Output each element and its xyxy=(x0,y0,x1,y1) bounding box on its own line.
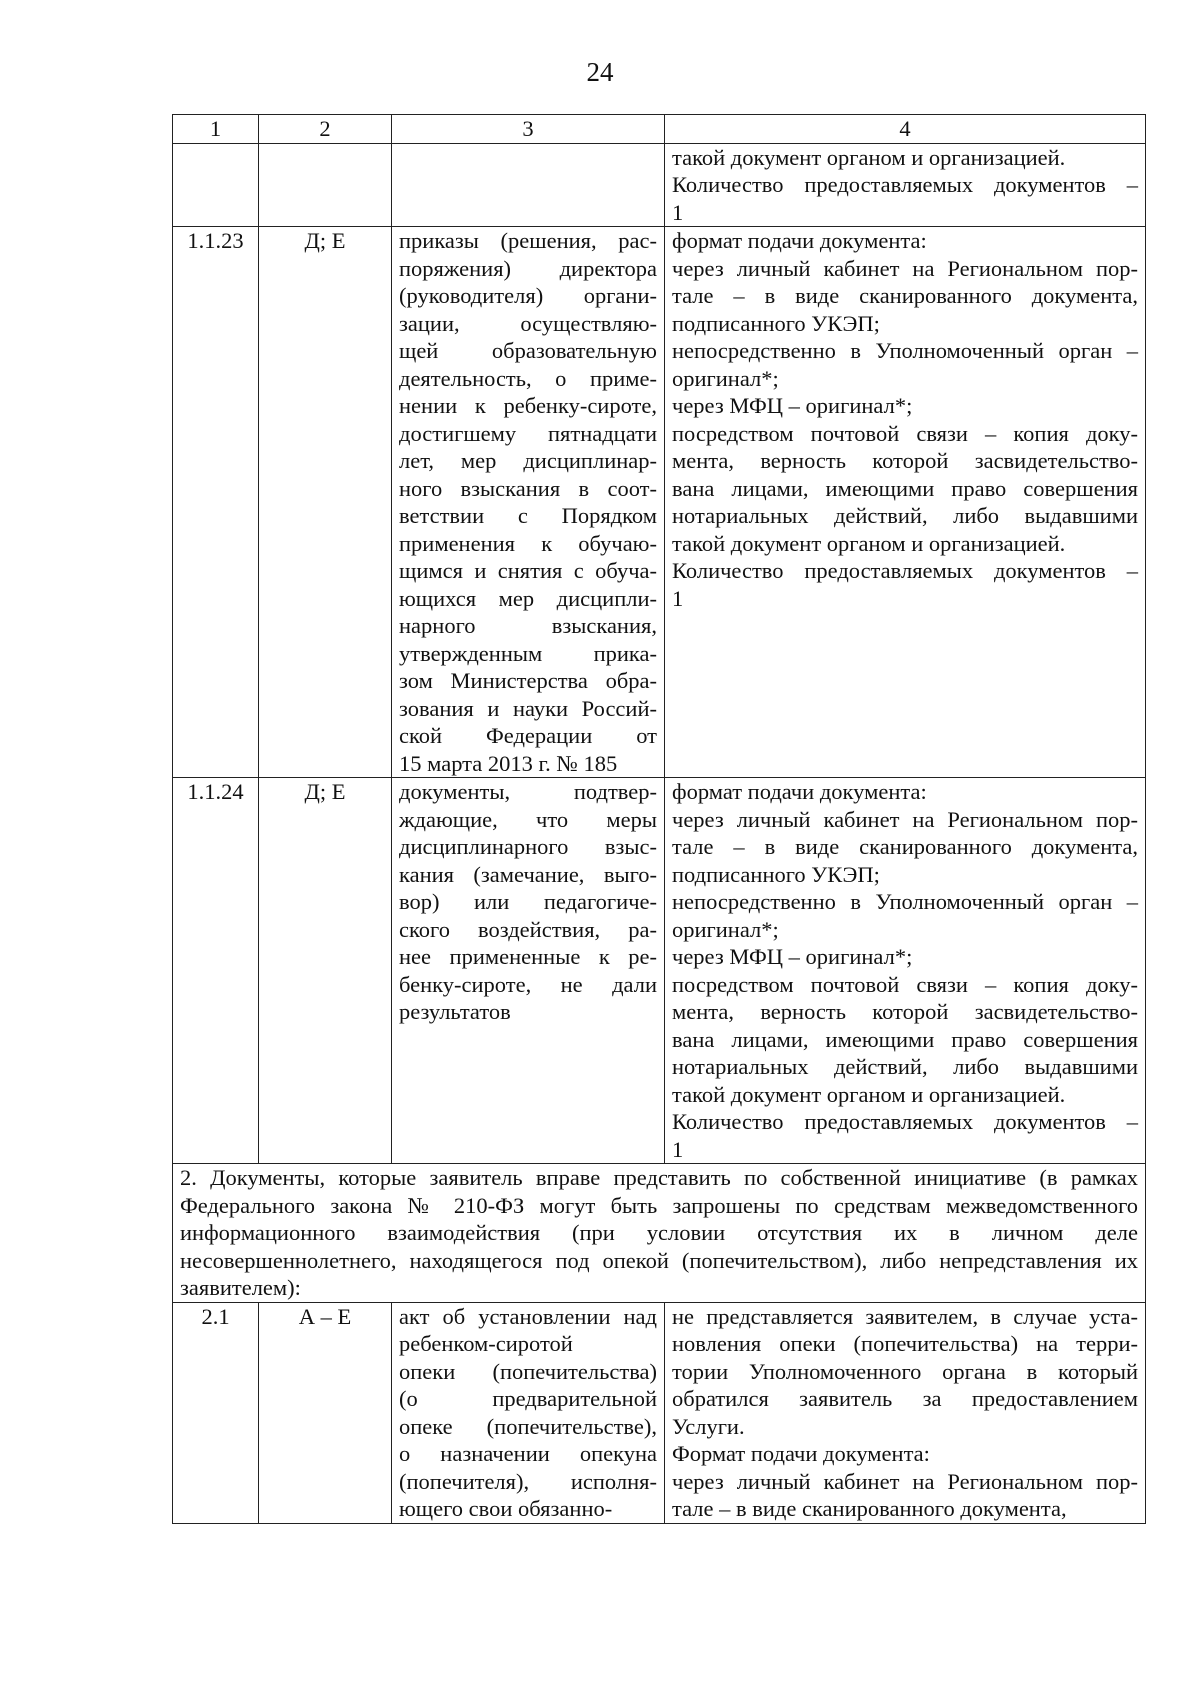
text-line: Количество предоставляемых документов – xyxy=(672,1109,1138,1134)
text-line: ветствии с Порядком xyxy=(399,503,657,528)
applicant-group-cell xyxy=(259,143,392,227)
row-number-cell xyxy=(173,143,259,227)
text-line: Количество предоставляемых документов – xyxy=(672,558,1138,583)
text-line: зации, осуществляю- xyxy=(399,310,657,336)
text-line: утвержденным прика- xyxy=(399,640,657,666)
text-line: оригинал*; xyxy=(672,365,779,391)
document-name-cell xyxy=(392,778,665,1164)
text-line: лет, мер дисциплинар- xyxy=(399,448,657,473)
header-cell: 3 xyxy=(392,115,665,144)
text-line: ждающие, что меры xyxy=(399,806,657,832)
text-line: (руководителя) органи- xyxy=(399,283,657,308)
row-number-cell: 2.1 xyxy=(173,1302,259,1523)
text-line: ской Федерации от xyxy=(399,723,657,748)
text-line: подписанного УКЭП; xyxy=(672,310,880,336)
text-line: опеки (попечительства) xyxy=(399,1358,657,1384)
submission-format-cell xyxy=(665,227,1146,778)
text-line: вана лицами, имеющими право совершения xyxy=(672,475,1138,501)
text-line: ребенком-сиротой xyxy=(399,1331,573,1356)
text-line: 1 xyxy=(672,199,684,225)
text-line: зом Министерства обра- xyxy=(399,668,657,693)
text-line: тории Уполномоченного органа в который xyxy=(672,1358,1138,1384)
table-row xyxy=(173,778,1146,1164)
text-line: такой документ органом и организацией. xyxy=(672,144,1066,170)
text-line: тале – в виде сканированного документа, xyxy=(672,834,1138,859)
text-line: Услуги. xyxy=(672,1413,745,1439)
text-line: формат подачи документа: xyxy=(672,779,927,804)
text-line: достигшему пятнадцати xyxy=(399,420,657,446)
applicant-group-cell: А – Е xyxy=(259,1302,392,1523)
text-line: щей образовательную xyxy=(399,338,657,363)
text-line: (попечителя), исполня- xyxy=(399,1468,657,1494)
text-line: вана лицами, имеющими право совершения xyxy=(672,1026,1138,1052)
text-line: подписанного УКЭП; xyxy=(672,861,880,887)
text-line: дисциплинарного взыс- xyxy=(399,834,657,859)
submission-format-cell xyxy=(665,1302,1146,1523)
text-line: посредством почтовой связи – копия доку- xyxy=(672,971,1138,997)
section-heading-row xyxy=(173,1164,1146,1303)
text-line: через личный кабинет на Региональном пор- xyxy=(672,806,1138,832)
text-line: непосредственно в Уполномоченный орган – xyxy=(672,889,1138,914)
text-line: 1 xyxy=(672,1136,684,1162)
text-line: поряжения) директора xyxy=(399,255,657,281)
text-line: ющихся мер дисципли- xyxy=(399,585,657,611)
text-line: деятельность, о приме- xyxy=(399,365,657,391)
text-line: через МФЦ – оригинал*; xyxy=(672,393,913,418)
table-row-continued xyxy=(173,143,1146,227)
text-line: опеке (попечительстве), xyxy=(399,1413,657,1439)
document-name-cell xyxy=(392,143,665,227)
text-line: тале – в виде сканированного документа, xyxy=(672,283,1138,308)
text-line: применения к обучаю- xyxy=(399,530,657,556)
document-name-cell xyxy=(392,1302,665,1523)
text-line: кания (замечание, выго- xyxy=(399,861,657,887)
text-line: Формат подачи документа: xyxy=(672,1441,930,1466)
text-line: бенку-сироте, не дали xyxy=(399,971,657,997)
text-line: Количество предоставляемых документов – xyxy=(672,172,1138,197)
documents-table xyxy=(172,114,1146,1524)
submission-format-cell xyxy=(665,143,1146,227)
text-line: оригинал*; xyxy=(672,916,779,942)
text-line: нее примененные к ре- xyxy=(399,944,657,969)
header-cell: 2 xyxy=(259,115,392,144)
text-line: нарного взыскания, xyxy=(399,613,657,638)
text-line: нотариальных действий, либо выдавшими xyxy=(672,503,1138,528)
text-line: ного взыскания в соот- xyxy=(399,475,657,501)
text-line: непосредственно в Уполномоченный орган – xyxy=(672,338,1138,363)
section-2-heading: 2. Документы, которые заявитель вправе представить по собственной инициативе (в рамках Федерального закона № 210-ФЗ могут быть запрошены по средствам межведомственного информационного взаимодействия (при условии отсутствия их в личном деле несовершеннолетнего, находящегося под опекой (попечительством), либо непредставления их заявителем): xyxy=(173,1164,1146,1303)
row-number-cell: 1.1.24 xyxy=(173,778,259,1164)
text-line: нении к ребенку-сироте, xyxy=(399,393,657,418)
text-line: формат подачи документа: xyxy=(672,228,927,253)
text-line: через личный кабинет на Региональном пор- xyxy=(672,1468,1138,1494)
text-line: мента, верность которой засвидетельство- xyxy=(672,999,1138,1024)
text-line: обратился заявитель за предоставлением xyxy=(672,1386,1138,1411)
header-cell: 4 xyxy=(665,115,1146,144)
text-line: документы, подтвер- xyxy=(399,779,657,804)
text-line: такой документ органом и организацией. xyxy=(672,530,1066,556)
text-line: 15 марта 2013 г. № 185 xyxy=(399,750,618,776)
text-line: акт об установлении над xyxy=(399,1303,657,1329)
submission-format-cell xyxy=(665,778,1146,1164)
text-line: о назначении опекуна xyxy=(399,1441,657,1466)
table-header-row xyxy=(173,115,1146,144)
text-line: вор) или педагогиче- xyxy=(399,889,657,914)
text-line: тале – в виде сканированного документа, xyxy=(672,1496,1067,1521)
row-number-cell: 1.1.23 xyxy=(173,227,259,778)
page-number: 24 xyxy=(586,57,614,87)
header-cell: 1 xyxy=(173,115,259,144)
text-line: результатов xyxy=(399,999,511,1024)
applicant-group-cell: Д; Е xyxy=(259,227,392,778)
text-line: ского воздействия, ра- xyxy=(399,916,657,942)
text-line: новления опеки (попечительства) на терри- xyxy=(672,1331,1138,1356)
table-row xyxy=(173,227,1146,778)
applicant-group-cell: Д; Е xyxy=(259,778,392,1164)
table-row xyxy=(173,1302,1146,1523)
text-line: мента, верность которой засвидетельство- xyxy=(672,448,1138,473)
text-line: зования и науки Россий- xyxy=(399,695,657,721)
text-line: нотариальных действий, либо выдавшими xyxy=(672,1054,1138,1079)
text-line: (о предварительной xyxy=(399,1386,657,1411)
text-line: ющего свои обязанно- xyxy=(399,1496,613,1521)
document-name-cell xyxy=(392,227,665,778)
text-line: через личный кабинет на Региональном пор- xyxy=(672,255,1138,281)
text-line: щимся и снятия с обуча- xyxy=(399,558,657,583)
text-line: через МФЦ – оригинал*; xyxy=(672,944,913,969)
text-line: посредством почтовой связи – копия доку- xyxy=(672,420,1138,446)
text-line: 1 xyxy=(672,585,684,611)
text-line: приказы (решения, рас- xyxy=(399,228,657,253)
text-line: не представляется заявителем, в случае уста- xyxy=(672,1303,1138,1329)
text-line: такой документ органом и организацией. xyxy=(672,1081,1066,1107)
